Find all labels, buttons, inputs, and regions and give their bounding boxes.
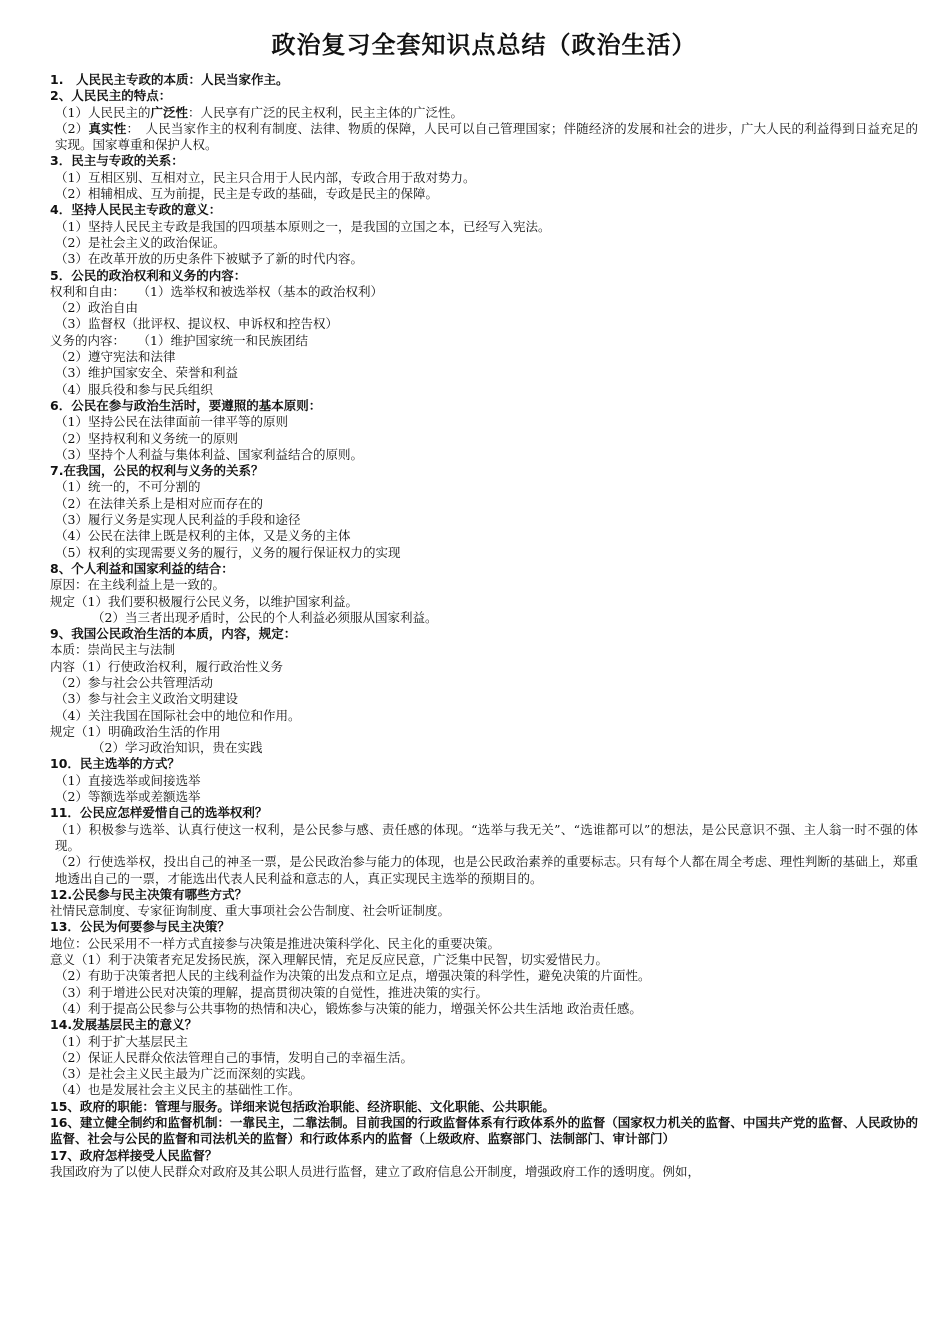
body-line: （3）维护国家安全、荣誉和利益: [55, 365, 238, 381]
section-heading: 11．公民应怎样爱惜自己的选举权利？: [50, 805, 268, 821]
body-line: 地位：公民采用不一样方式直接参与决策是推进决策科学化、民主化的重要决策。: [50, 935, 501, 951]
section-heading: 16、建立健全制约和监督机制：一靠民主，二靠法制。目前我国的行政监督体系有行政体系外的监督（国家权力机关的监督、中国共产党的监督、人民政协的监督、社会与公民的监督和司法机关的监督）和行政体系内的监督（上级政府、监察部门、法制部门、审计部门）: [50, 1115, 918, 1147]
body-line: [50, 105, 918, 121]
body-line: （3）利于增进公民对决策的理解，提高贯彻决策的自觉性，推进决策的实行。: [55, 984, 488, 1000]
body-line: （2）政治自由: [55, 300, 138, 316]
text-run: ： 人民当家作主的权利有制度、法律、物质的保障，人民可以自己管理国家；伴随经济的发展和社会的进步，广大人民的利益得到日益充足的实现。国家尊重和保护人权。: [55, 120, 918, 153]
body-line: （1）坚持人民民主专政是我国的四项基本原则之一，是我国的立国之本，已经写入宪法。: [55, 218, 551, 234]
body-line: （5）权利的实现需要义务的履行，义务的履行保证权力的实现: [55, 544, 401, 560]
section-heading: 3．民主与专政的关系：: [50, 153, 184, 169]
section-heading: 15、政府的职能：管理与服务。详细来说包括政治职能、经济职能、文化职能、公共职能。: [50, 1098, 555, 1114]
body-line: （3）坚持个人利益与集体利益、国家利益结合的原则。: [55, 446, 363, 462]
body-line: 权利和自由： （1）选举权和被选举权（基本的政治权利）: [50, 283, 383, 299]
body-line: 规定（1）明确政治生活的作用: [50, 723, 221, 739]
body-line: （1）积极参与选举、认真行使这一权利，是公民参与感、责任感的体现。“选举与我无关”、“选谁都可以”的想法，是公民意识不强、主人翁一时不强的体现。: [55, 821, 918, 853]
document-page: [50, 28, 918, 1180]
body-line: 意义（1）利于决策者充足发扬民族，深入理解民情，充足反应民意，广泛集中民智，切实爱惜民力。: [50, 952, 608, 968]
body-line: （2）坚持权利和义务统一的原则: [55, 430, 238, 446]
body-line: （2）参与社会公共管理活动: [55, 674, 213, 690]
bold-term: 广泛性: [150, 104, 188, 120]
section-heading: 6．公民在参与政治生活时，要遵照的基本原则：: [50, 397, 322, 413]
body-line: （2）等额选举或差额选举: [55, 789, 201, 805]
body-line: （2）学习政治知识，贵在实践: [92, 740, 263, 756]
section-heading: 7.在我国，公民的权利与义务的关系？: [50, 463, 264, 479]
section-heading: 8、个人利益和国家利益的结合：: [50, 560, 234, 576]
body-line: （3）在改革开放的历史条件下被赋予了新的时代内容。: [55, 251, 363, 267]
body-line: （2）保证人民群众依法管理自己的事情，发明自己的幸福生活。: [55, 1049, 413, 1065]
body-line: 社情民意制度、专家征询制度、重大事项社会公告制度、社会听证制度。: [50, 903, 451, 919]
section-heading: 10．民主选举的方式？: [50, 756, 180, 772]
body-line: （2）相辅相成、互为前提，民主是专政的基础，专政是民主的保障。: [55, 186, 438, 202]
body-line: （3）参与社会主义政治文明建设: [55, 691, 238, 707]
body-line: （4）公民在法律上既是权利的主体，又是义务的主体: [55, 528, 351, 544]
body-line: （3）是社会主义民主最为广泛而深刻的实践。: [55, 1066, 313, 1082]
bold-term: 真实性: [88, 120, 127, 136]
body-line: （1）互相区别、互相对立，民主只合用于人民内部，专政合用于敌对势力。: [55, 169, 476, 185]
text-run: （2）: [55, 120, 89, 136]
section-heading: 13．公民为何要参与民主决策？: [50, 919, 230, 935]
text-run: ：人民享有广泛的民主权利，民主主体的广泛性。: [187, 104, 463, 120]
body-line: 本质：崇尚民主与法制: [50, 642, 176, 658]
section-heading: 12.公民参与民主决策有哪些方式？: [50, 886, 248, 902]
document-title: 政治复习全套知识点总结（政治生活）: [271, 31, 697, 59]
section-heading: 4．坚持人民民主专政的意义：: [50, 202, 222, 218]
body-line: （2）有助于决策者把人民的主线利益作为决策的出发点和立足点，增强决策的科学性，避免决策的片面性。: [55, 968, 651, 984]
section-heading: 2、人民民主的特点：: [50, 88, 172, 104]
body-line: （2）在法律关系上是相对应而存在的: [55, 495, 263, 511]
body-line: （1）统一的，不可分割的: [55, 479, 201, 495]
body-line: （3）履行义务是实现人民利益的手段和途径: [55, 512, 301, 528]
body-line: 内容（1）行使政治权利，履行政治性义务: [50, 658, 283, 674]
body-line: （1）坚持公民在法律面前一律平等的原则: [55, 414, 288, 430]
body-line: 我国政府为了以使人民群众对政府及其公职人员进行监督，建立了政府信息公开制度，增强政府工作的透明度。例如，: [50, 1163, 701, 1179]
section-heading: 1. 人民民主专政的本质：人民当家作主。: [50, 72, 289, 87]
section-heading: 9、我国公民政治生活的本质，内容，规定：: [50, 626, 297, 642]
body-line: 规定（1）我们要积极履行公民义务，以维护国家利益。: [50, 593, 358, 609]
text-run: （1）人民民主的: [55, 104, 151, 120]
section-heading: 17、政府怎样接受人民监督？: [50, 1147, 218, 1163]
body-line: （2）遵守宪法和法律: [55, 349, 176, 365]
body-line: （1）利于扩大基层民主: [55, 1033, 188, 1049]
body-line: （4）服兵役和参与民兵组织: [55, 381, 213, 397]
body-line: （1）直接选举或间接选举: [55, 772, 201, 788]
document-body: [50, 72, 918, 1180]
body-line: （2）当三者出现矛盾时，公民的个人利益必须服从国家利益。: [92, 609, 438, 625]
body-line: （4）也是发展社会主义民主的基础性工作。: [55, 1082, 301, 1098]
body-line: （3）监督权（批评权、提议权、申诉权和控告权）: [55, 316, 338, 332]
section-heading: 5．公民的政治权利和义务的内容：: [50, 267, 247, 283]
body-line: （4）利于提高公民参与公共事物的热情和决心，锻炼参与决策的能力，增强关怀公共生活地 政治责任感。: [55, 1000, 642, 1016]
body-line: （2）是社会主义的政治保证。: [55, 234, 226, 250]
body-line: 原因：在主线利益上是一致的。: [50, 577, 226, 593]
section-heading: 14.发展基层民主的意义？: [50, 1017, 198, 1033]
body-line: 义务的内容： （1）维护国家统一和民族团结: [50, 332, 308, 348]
body-line: （4）关注我国在国际社会中的地位和作用。: [55, 707, 301, 723]
body-line: （2）行使选举权，投出自己的神圣一票，是公民政治参与能力的体现，也是公民政治素养的重要标志。只有每个人都在周全考虑、理性判断的基础上，郑重地透出自己的一票，才能选出代表人民利益和意志的人，真正实现民主选举的预期目的。: [55, 854, 918, 886]
body-line: [50, 121, 918, 154]
